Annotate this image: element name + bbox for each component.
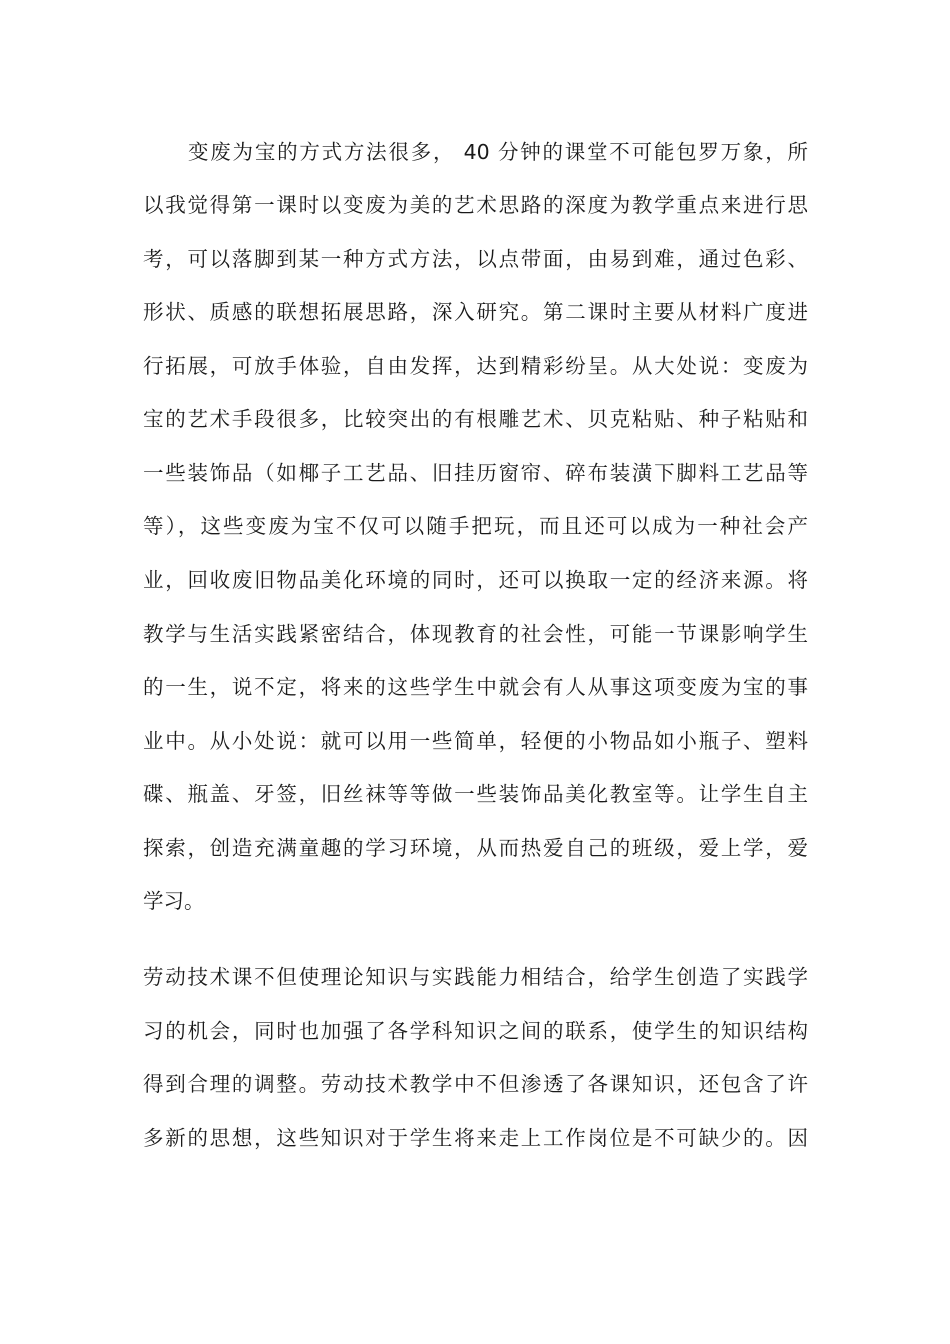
- paragraph-1-line-12: 业中。从小处说：就可以用一些简单，轻便的小物品如小瓶子、塑料: [143, 729, 808, 753]
- paragraph-1-line-1: 变废为宝的方式方法很多， 40 分钟的课堂不可能包罗万象，所: [188, 140, 808, 164]
- paragraph-1-line-13: 碟、瓶盖、牙签，旧丝袜等等做一些装饰品美化教室等。让学生自主: [143, 782, 808, 806]
- paragraph-1-line-15: 学习。: [143, 889, 205, 913]
- paragraph-1-line-10: 教学与生活实践紧密结合，体现教育的社会性，可能一节课影响学生: [143, 622, 808, 646]
- paragraph-2-line-2: 习的机会，同时也加强了各学科知识之间的联系，使学生的知识结构: [143, 1019, 808, 1043]
- paragraph-1-line-8: 等），这些变废为宝不仅可以随手把玩，而且还可以成为一种社会产: [143, 514, 808, 538]
- paragraph-2-line-4: 多新的思想，这些知识对于学生将来走上工作岗位是不可缺少的。因: [143, 1126, 808, 1150]
- paragraph-2-line-1: 劳动技术课不但使理论知识与实践能力相结合，给学生创造了实践学: [143, 965, 808, 989]
- paragraph-1-line-3: 考，可以落脚到某一种方式方法，以点带面，由易到难，通过色彩、: [143, 247, 808, 271]
- paragraph-1-line-6: 宝的艺术手段很多，比较突出的有根雕艺术、贝克粘贴、种子粘贴和: [143, 407, 808, 431]
- paragraph-2-line-3: 得到合理的调整。劳动技术教学中不但渗透了各课知识，还包含了许: [143, 1072, 808, 1096]
- paragraph-1-line-4: 形状、质感的联想拓展思路，深入研究。第二课时主要从材料广度进: [143, 300, 808, 324]
- paragraph-1-line-9: 业，回收废旧物品美化环境的同时，还可以换取一定的经济来源。将: [143, 568, 808, 592]
- paragraph-1-line-2: 以我觉得第一课时以变废为美的艺术思路的深度为教学重点来进行思: [143, 193, 808, 217]
- paragraph-1-line-11: 的一生，说不定，将来的这些学生中就会有人从事这项变废为宝的事: [143, 675, 808, 699]
- paragraph-1-line-5: 行拓展，可放手体验，自由发挥，达到精彩纷呈。从大处说：变废为: [143, 354, 808, 378]
- paragraph-1-line-7: 一些装饰品（如椰子工艺品、旧挂历窗帘、碎布装潢下脚料工艺品等: [143, 461, 808, 485]
- paragraph-1-line-14: 探索，创造充满童趣的学习环境，从而热爱自己的班级，爱上学，爱: [143, 836, 808, 860]
